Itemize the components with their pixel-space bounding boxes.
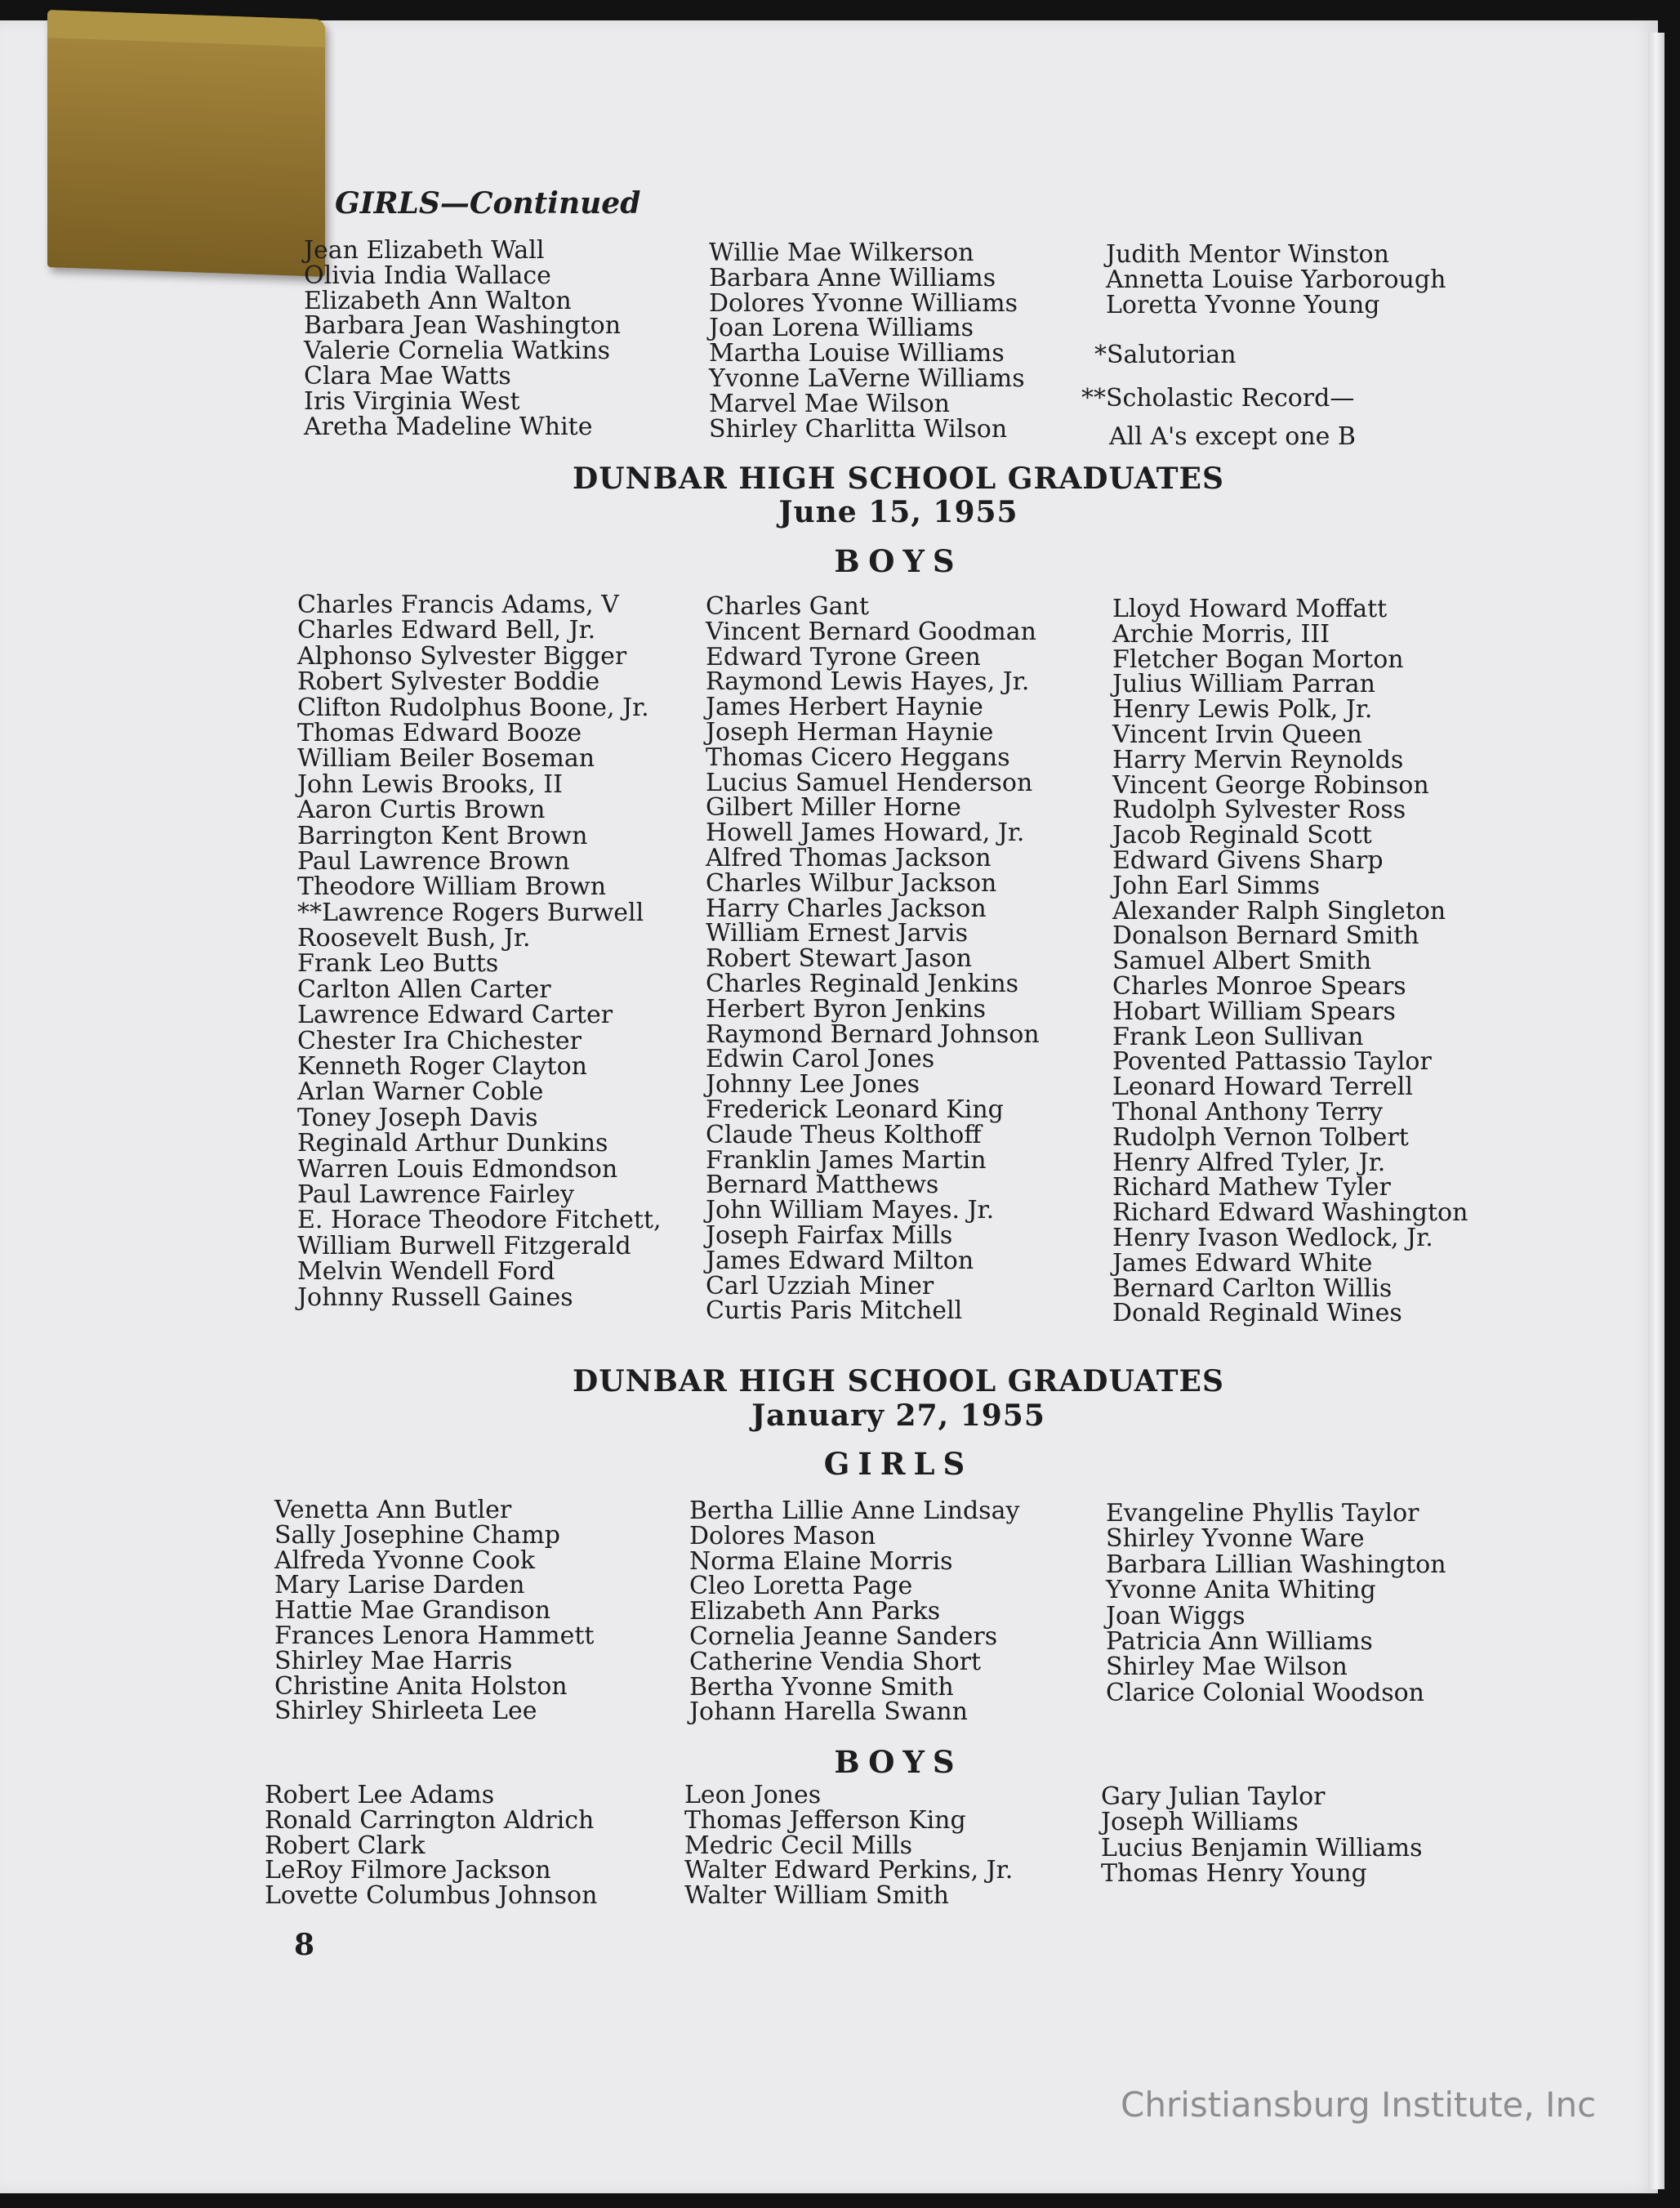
name-entry: Mary Larise Darden <box>274 1571 525 1600</box>
name-entry: Edward Tyrone Green <box>706 642 981 671</box>
name-entry: Robert Sylvester Boddie <box>297 667 600 697</box>
name-entry: Rudolph Vernon Tolbert <box>1112 1122 1409 1152</box>
name-entry: Dolores Mason <box>689 1521 876 1550</box>
name-entry: Arlan Warner Coble <box>297 1077 544 1107</box>
girls-continued-heading: GIRLS—Continued <box>335 186 641 221</box>
name-entry: William Beiler Boseman <box>297 744 595 774</box>
name-entry: Marvel Mae Wilson <box>709 389 950 418</box>
name-entry: Roosevelt Bush, Jr. <box>297 924 531 953</box>
name-entry: Jacob Reginald Scott <box>1112 821 1372 850</box>
name-entry: Raymond Bernard Johnson <box>706 1019 1040 1049</box>
scholastic-note-detail: All A's except one B <box>1109 422 1356 451</box>
january-boys-col2 <box>684 1783 1013 1909</box>
name-entry: Reginald Arthur Dunkins <box>297 1129 608 1158</box>
name-entry: Toney Joseph Davis <box>297 1103 538 1132</box>
name-entry: Clarice Colonial Woodson <box>1106 1678 1424 1707</box>
name-entry: Walter Edward Perkins, Jr. <box>684 1856 1014 1885</box>
name-entry: Henry Alfred Tyler, Jr. <box>1112 1148 1386 1177</box>
name-entry: Shirley Shirleeta Lee <box>274 1697 537 1726</box>
name-entry: Julius William Parran <box>1112 670 1375 699</box>
name-entry: Donalson Bernard Smith <box>1112 921 1419 951</box>
name-entry: **Lawrence Rogers Burwell <box>297 898 644 927</box>
name-entry: Thomas Jefferson King <box>684 1805 966 1835</box>
name-entry: Catherine Vendia Short <box>689 1647 982 1676</box>
name-entry: Valerie Cornelia Watkins <box>304 337 611 366</box>
name-entry: Frederick Leonard King <box>706 1095 1004 1124</box>
name-entry: Gilbert Miller Horne <box>706 793 961 823</box>
name-entry: Annetta Louise Yarborough <box>1106 265 1446 294</box>
name-entry: Hattie Mae Grandison <box>274 1596 551 1626</box>
january-date: January 27, 1955 <box>751 1398 1045 1433</box>
name-entry: Judith Mentor Winston <box>1106 240 1389 269</box>
name-entry: Vincent Irvin Queen <box>1112 720 1362 749</box>
name-entry: John Earl Simms <box>1112 871 1320 900</box>
name-entry: Howell James Howard, Jr. <box>706 819 1025 848</box>
name-entry: Charles Wilbur Jackson <box>706 868 997 898</box>
name-entry: Joseph Herman Haynie <box>706 717 994 747</box>
name-entry: Iris Virginia West <box>304 386 520 416</box>
name-entry: Lloyd Howard Moffatt <box>1112 595 1388 623</box>
name-entry: Alfred Thomas Jackson <box>706 843 992 872</box>
name-entry: Paul Lawrence Brown <box>297 846 570 876</box>
name-entry: Melvin Wendell Ford <box>297 1257 555 1287</box>
name-entry: Harry Charles Jackson <box>706 894 987 923</box>
january-girls-col2 <box>689 1499 1019 1725</box>
name-entry: Carl Uzziah Miner <box>706 1271 934 1300</box>
name-entry: Bernard Matthews <box>706 1171 939 1200</box>
name-entry: Raymond Lewis Hayes, Jr. <box>706 667 1030 697</box>
name-entry: Thonal Anthony Terry <box>1112 1097 1384 1126</box>
name-entry: Vincent Bernard Goodman <box>706 617 1036 646</box>
name-entry: Joseph Williams <box>1101 1808 1299 1837</box>
name-entry: Christine Anita Holston <box>274 1671 568 1701</box>
name-entry: Charles Edward Bell, Jr. <box>297 616 596 645</box>
salutorian-note: *Salutorian <box>1094 341 1237 369</box>
name-entry: Shirley Yvonne Ware <box>1106 1524 1365 1554</box>
binder-clip <box>47 10 325 277</box>
june-boys-heading: BOYS <box>834 543 963 579</box>
name-entry: Evangeline Phyllis Taylor <box>1106 1499 1419 1528</box>
name-entry: Yvonne Anita Whiting <box>1106 1576 1376 1605</box>
name-entry: Edwin Carol Jones <box>706 1045 935 1074</box>
name-entry: Joseph Fairfax Mills <box>706 1220 953 1250</box>
girls-continued-col2 <box>709 241 1025 442</box>
scholastic-note: **Scholastic Record— <box>1081 384 1355 413</box>
name-entry: E. Horace Theodore Fitchett, <box>297 1206 662 1235</box>
name-entry: Richard Mathew Tyler <box>1112 1173 1391 1202</box>
name-entry: Elizabeth Ann Walton <box>304 286 572 315</box>
january-girls-col1 <box>274 1498 594 1724</box>
name-entry: Kenneth Roger Clayton <box>297 1052 587 1082</box>
name-entry: Herbert Byron Jenkins <box>706 994 986 1024</box>
name-entry: Patricia Ann Williams <box>1106 1626 1373 1656</box>
name-entry: Leon Jones <box>684 1781 822 1809</box>
name-entry: Barrington Kent Brown <box>297 821 588 850</box>
name-entry: Shirley Mae Harris <box>274 1646 513 1675</box>
name-entry: Bertha Yvonne Smith <box>689 1672 954 1702</box>
name-entry: James Edward Milton <box>706 1246 974 1275</box>
name-entry: James Edward White <box>1112 1248 1373 1278</box>
name-entry: Ronald Carrington Aldrich <box>265 1805 595 1835</box>
name-entry: Cornelia Jeanne Sanders <box>689 1621 998 1651</box>
name-entry: Frank Leon Sullivan <box>1112 1022 1364 1051</box>
name-entry: Lucius Benjamin Williams <box>1101 1833 1423 1862</box>
name-entry: Medric Cecil Mills <box>684 1831 913 1860</box>
name-entry: Cleo Loretta Page <box>689 1572 913 1601</box>
name-entry: Chester Ira Chichester <box>297 1026 582 1055</box>
name-entry: Henry Ivason Wedlock, Jr. <box>1112 1223 1433 1252</box>
name-entry: Richard Edward Washington <box>1112 1198 1468 1228</box>
name-entry: Thomas Henry Young <box>1101 1859 1367 1889</box>
page-edge <box>1648 33 1664 2189</box>
name-entry: Robert Lee Adams <box>265 1781 495 1809</box>
name-entry: Walter William Smith <box>684 1881 949 1911</box>
name-entry: Frank Leo Butts <box>297 949 499 979</box>
name-entry: Curtis Paris Mitchell <box>706 1296 963 1326</box>
name-entry: Edward Givens Sharp <box>1112 845 1384 875</box>
name-entry: Barbara Anne Williams <box>709 263 996 292</box>
name-entry: Charles Gant <box>706 592 870 621</box>
name-entry: Dolores Yvonne Williams <box>709 288 1018 318</box>
january-girls-col3 <box>1106 1501 1446 1706</box>
name-entry: Rudolph Sylvester Ross <box>1112 796 1406 825</box>
name-entry: John Lewis Brooks, II <box>297 769 564 799</box>
june-boys-col1 <box>297 593 662 1311</box>
name-entry: Henry Lewis Polk, Jr. <box>1112 695 1373 725</box>
page-number: 8 <box>294 1928 315 1962</box>
name-entry: Joan Wiggs <box>1106 1601 1246 1630</box>
name-entry: Alfreda Yvonne Cook <box>274 1546 536 1575</box>
name-entry: Lucius Samuel Henderson <box>706 768 1033 797</box>
name-entry: Bertha Lillie Anne Lindsay <box>689 1497 1020 1525</box>
name-entry: Robert Stewart Jason <box>706 944 973 974</box>
name-entry: Clifton Rudolphus Boone, Jr. <box>297 693 649 722</box>
name-entry: Sally Josephine Champ <box>274 1520 560 1550</box>
name-entry: Joan Lorena Williams <box>709 314 974 343</box>
january-boys-col3 <box>1101 1782 1423 1889</box>
name-entry: Shirley Mae Wilson <box>1106 1653 1348 1682</box>
june-boys-col3 <box>1112 597 1468 1327</box>
name-entry: Johnny Lee Jones <box>706 1070 920 1100</box>
girls-continued-col1 <box>304 236 622 441</box>
name-entry: Bernard Carlton Willis <box>1112 1274 1393 1303</box>
name-entry: Paul Lawrence Fairley <box>297 1180 575 1209</box>
name-entry: Shirley Charlitta Wilson <box>709 414 1008 444</box>
name-entry: Claude Theus Kolthoff <box>706 1120 982 1149</box>
name-entry: Harry Mervin Reynolds <box>1112 745 1404 774</box>
watermark: Christiansburg Institute, Inc <box>1121 2085 1597 2125</box>
name-entry: William Burwell Fitzgerald <box>297 1231 631 1260</box>
name-entry: LeRoy Filmore Jackson <box>265 1856 551 1885</box>
name-entry: Alphonso Sylvester Bigger <box>297 641 627 671</box>
name-entry: Barbara Jean Washington <box>304 311 622 341</box>
name-entry: Hobart William Spears <box>1112 997 1396 1026</box>
name-entry: Yvonne LaVerne Williams <box>709 364 1025 393</box>
name-entry: Thomas Cicero Heggans <box>706 743 1010 772</box>
name-entry: Fletcher Bogan Morton <box>1112 645 1404 674</box>
june-date: June 15, 1955 <box>778 495 1018 529</box>
name-entry: James Herbert Haynie <box>706 693 983 722</box>
name-entry: Olivia India Wallace <box>304 261 551 290</box>
name-entry: Warren Louis Edmondson <box>297 1154 618 1184</box>
june-title: DUNBAR HIGH SCHOOL GRADUATES <box>573 462 1224 496</box>
name-entry: Johnny Russell Gaines <box>297 1282 573 1312</box>
name-entry: John William Mayes. Jr. <box>706 1196 995 1225</box>
name-entry: Charles Francis Adams, V <box>297 591 619 619</box>
name-entry: Loretta Yvonne Young <box>1106 290 1380 319</box>
name-entry: Aaron Curtis Brown <box>297 796 546 825</box>
name-entry: Jean Elizabeth Wall <box>304 236 545 265</box>
name-entry: Thomas Edward Booze <box>297 718 582 747</box>
name-entry: Norma Elaine Morris <box>689 1546 953 1576</box>
january-girls-heading: GIRLS <box>823 1446 974 1482</box>
january-boys-col1 <box>265 1783 597 1909</box>
january-title: DUNBAR HIGH SCHOOL GRADUATES <box>573 1364 1224 1398</box>
name-entry: Willie Mae Wilkerson <box>709 239 974 267</box>
name-entry: William Ernest Jarvis <box>706 919 969 948</box>
january-boys-heading: BOYS <box>834 1744 963 1780</box>
name-entry: Alexander Ralph Singleton <box>1112 896 1446 926</box>
name-entry: Archie Morris, III <box>1112 619 1330 649</box>
name-entry: Aretha Madeline White <box>304 412 593 441</box>
name-entry: Lovette Columbus Johnson <box>265 1881 598 1911</box>
name-entry: Donald Reginald Wines <box>1112 1299 1402 1328</box>
name-entry: Venetta Ann Butler <box>274 1496 512 1524</box>
name-entry: Franklin James Martin <box>706 1145 987 1175</box>
name-entry: Vincent George Robinson <box>1112 770 1429 800</box>
name-entry: Elizabeth Ann Parks <box>689 1597 941 1626</box>
name-entry: Robert Clark <box>265 1831 426 1860</box>
name-entry: Lawrence Edward Carter <box>297 1001 613 1030</box>
june-boys-col2 <box>706 592 1040 1326</box>
name-entry: Johann Harella Swann <box>689 1697 968 1727</box>
name-entry: Charles Monroe Spears <box>1112 971 1406 1001</box>
name-entry: Povented Pattassio Taylor <box>1112 1047 1432 1077</box>
name-entry: Leonard Howard Terrell <box>1112 1073 1413 1102</box>
name-entry: Samuel Albert Smith <box>1112 947 1372 976</box>
name-entry: Martha Louise Williams <box>709 339 1005 368</box>
name-entry: Theodore William Brown <box>297 872 607 902</box>
name-entry: Gary Julian Taylor <box>1101 1782 1326 1811</box>
name-entry: Carlton Allen Carter <box>297 975 551 1004</box>
name-entry: Barbara Lillian Washington <box>1106 1550 1446 1579</box>
girls-continued-col3 <box>1106 240 1446 319</box>
name-entry: Clara Mae Watts <box>304 361 511 390</box>
name-entry: Charles Reginald Jenkins <box>706 969 1019 998</box>
name-entry: Frances Lenora Hammett <box>274 1621 595 1650</box>
